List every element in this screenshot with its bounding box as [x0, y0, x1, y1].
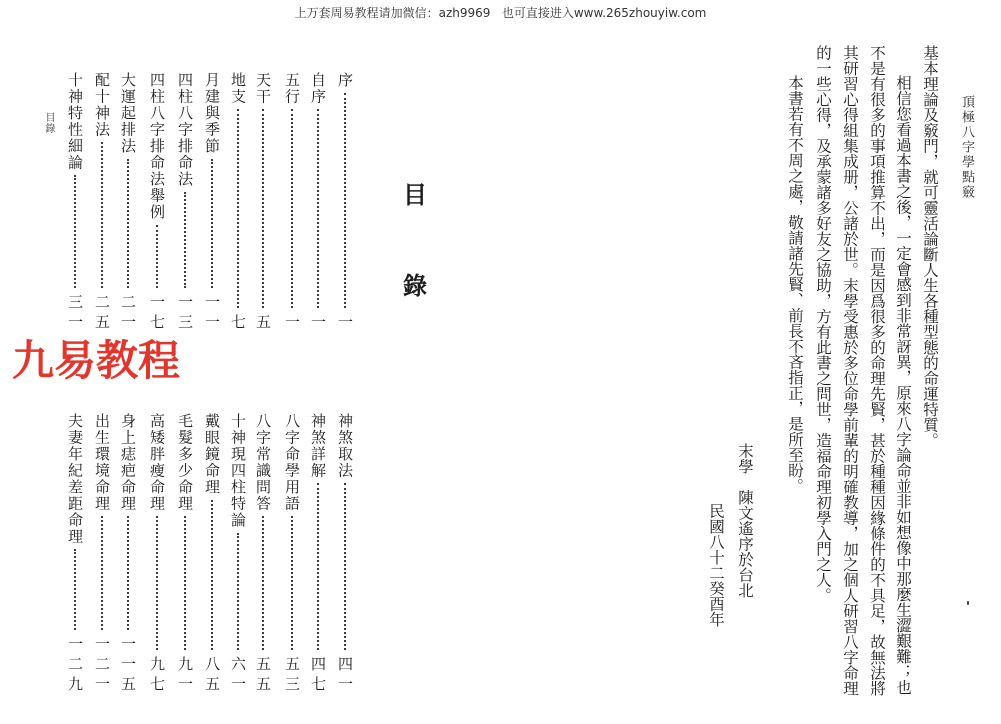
toc-entry-title: 神煞取法	[336, 413, 354, 479]
signature-author: 末學 陳文遙序於台北	[736, 443, 754, 598]
toc-dot-leader	[291, 109, 293, 308]
toc-entry	[282, 413, 302, 696]
toc-entry-title: 十神特性細論	[66, 72, 84, 171]
toc-entry-page-number: 九一	[176, 656, 194, 696]
toc-dot-leader	[237, 109, 239, 308]
toc-dot-leader	[156, 516, 158, 650]
toc-dot-leader	[127, 159, 129, 289]
toc-entry	[118, 72, 138, 334]
toc-entry-page-number: 一三	[176, 294, 194, 334]
toc-dot-leader	[262, 109, 264, 308]
toc-entry	[282, 72, 302, 334]
toc-entry-page-number: 二一	[119, 294, 137, 334]
toc-entry-page-number: 八五	[203, 656, 221, 696]
toc-entry-title: 身上痣疤命理	[119, 413, 137, 512]
toc-dot-leader	[317, 109, 319, 308]
preface-line: 基本理論及竅門，就可靈活論斷人生各種型態的命運特質。	[921, 45, 939, 448]
toc-entry-title: 四柱八字排命法舉例	[148, 72, 166, 221]
toc-dot-leader	[344, 483, 346, 650]
toc-entry-page-number: 七	[229, 314, 247, 334]
toc-entry	[65, 72, 85, 334]
margin-mark	[967, 601, 969, 605]
toc-entry-title: 自序	[309, 72, 327, 105]
toc-entry-title: 五行	[283, 72, 301, 105]
toc-entry-page-number: 一一	[203, 294, 221, 334]
toc-entry	[335, 72, 355, 334]
toc-entry	[308, 413, 328, 696]
toc-entry-title: 配十神法	[93, 72, 111, 138]
running-foot: 目錄	[43, 112, 54, 134]
running-title: 頂極八字學點竅	[959, 95, 974, 200]
toc-dot-leader	[184, 192, 186, 289]
toc-dot-leader	[291, 516, 293, 650]
toc-dot-leader	[262, 516, 264, 650]
toc-heading-char: 目	[403, 180, 427, 209]
toc-dot-leader	[101, 516, 103, 630]
toc-entry-page-number: 一一五	[119, 636, 137, 696]
toc-entry	[253, 413, 273, 696]
toc-dot-leader	[211, 159, 213, 289]
toc-entry	[92, 72, 112, 334]
toc-entry-title: 毛髮多少命理	[176, 413, 194, 512]
toc-heading-char: 錄	[403, 271, 427, 300]
toc-dot-leader	[184, 516, 186, 650]
toc-dot-leader	[74, 549, 76, 630]
toc-entry-page-number: 五五	[254, 656, 272, 696]
toc-entry-title: 十神現四柱特論	[229, 413, 247, 529]
toc-entry-page-number: 四七	[309, 656, 327, 696]
preface-line: 其研習心得組集成册，公諸於世。末學受惠於多位命學前輩的明確教導，加之個人研習八字命理	[841, 45, 859, 696]
toc-entry	[118, 413, 138, 696]
preface-line: 相信您看過本書之後，一定會感到非常訝異，原來八字論命並非如想像中那麼生澀艱難；也	[894, 75, 912, 695]
toc-entry	[202, 72, 222, 334]
toc-entry	[308, 72, 328, 334]
toc-entry	[175, 72, 195, 334]
toc-entry-page-number: 六一	[229, 656, 247, 696]
toc-entry-title: 序	[336, 72, 354, 89]
toc-entry	[175, 413, 195, 696]
toc-dot-leader	[127, 516, 129, 630]
toc-entry	[202, 413, 222, 696]
toc-entry-title: 大運起排法	[119, 72, 137, 155]
toc-entry-title: 四柱八字排命法	[176, 72, 194, 188]
toc-dot-leader	[317, 483, 319, 650]
toc-entry-page-number: 一七	[148, 294, 166, 334]
toc-entry	[65, 413, 85, 696]
toc-entry-page-number: 九七	[148, 656, 166, 696]
toc-dot-leader	[156, 225, 158, 289]
preface-line: 不是有很多的事項推算不出，而是因爲很多的命理先賢，甚於種種因緣條件的不具足，故無法將	[868, 45, 886, 696]
toc-entry-title: 出生環境命理	[93, 413, 111, 512]
preface-line: 的一些心得，及承蒙諸多好友之協助，方有此書之問世，造福命理初學入門之人。	[814, 45, 832, 603]
toc-entry-page-number: 五三	[283, 656, 301, 696]
toc-entry	[92, 413, 112, 696]
toc-dot-leader	[74, 175, 76, 288]
toc-entry-page-number: 五	[254, 314, 272, 334]
toc-entry-title: 八字常識問答	[254, 413, 272, 512]
toc-entry	[147, 413, 167, 696]
toc-entry-page-number: 四一	[336, 656, 354, 696]
toc-entry	[147, 72, 167, 334]
toc-entry	[253, 72, 273, 334]
toc-entry-title: 戴眼鏡命理	[203, 413, 221, 496]
toc-entry-title: 高矮胖瘦命理	[148, 413, 166, 512]
toc-dot-leader	[344, 93, 346, 309]
watermark-logo-text: 九易教程	[12, 336, 181, 385]
toc-entry-title: 地支	[229, 72, 247, 105]
toc-entry-title: 八字命學用語	[283, 413, 301, 512]
top-banner-text: 上万套周易教程请加微信：azh9969 也可直接进入www.265zhouyiw.com	[294, 6, 707, 20]
toc-entry	[335, 413, 355, 696]
toc-entry-title: 夫妻年紀差距命理	[66, 413, 84, 545]
toc-entry-title: 月建與季節	[203, 72, 221, 155]
toc-entry-title: 神煞詳解	[309, 413, 327, 479]
toc-entry-page-number: 三一	[66, 294, 84, 334]
toc-dot-leader	[237, 533, 239, 651]
toc-entry-page-number: 一	[309, 314, 327, 334]
toc-entry-page-number: 一二九	[66, 636, 84, 696]
preface-line: 本書若有不周之處，敬請諸先賢、前長不吝指正，是所至盼。	[786, 75, 804, 494]
signature-date: 民國八十二癸酉年	[707, 503, 725, 627]
toc-entry	[228, 413, 248, 696]
toc-dot-leader	[101, 142, 103, 288]
toc-entry	[228, 72, 248, 334]
toc-entry-page-number: 一	[283, 314, 301, 334]
toc-entry-page-number: 二五	[93, 294, 111, 334]
toc-entry-page-number: 一二一	[93, 636, 111, 696]
toc-entry-page-number: 一	[336, 314, 354, 334]
toc-dot-leader	[211, 500, 213, 651]
toc-entry-title: 天干	[254, 72, 272, 105]
